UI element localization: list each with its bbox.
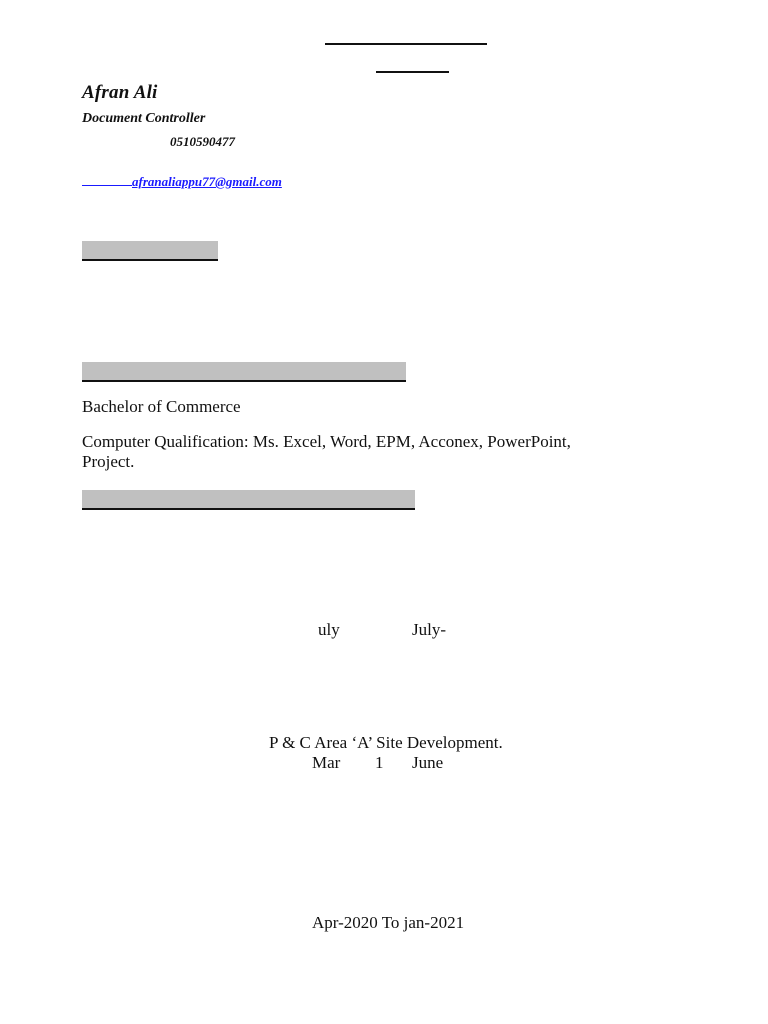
email-link-row bbox=[82, 173, 282, 191]
section-bar-experience bbox=[82, 490, 415, 510]
section-bar-1 bbox=[82, 241, 218, 261]
candidate-title: Document Controller bbox=[82, 111, 206, 126]
top-rule-long bbox=[325, 43, 487, 45]
email-link[interactable]: afranaliappu77@gmail.com bbox=[132, 174, 282, 189]
date-fragment-mar: Mar bbox=[312, 753, 341, 772]
date-fragment-june: June bbox=[412, 753, 444, 772]
candidate-phone: 0510590477 bbox=[170, 134, 235, 149]
employment-period: Apr-2020 To jan-2021 bbox=[312, 913, 465, 932]
top-rule-short bbox=[376, 71, 449, 73]
section-bar-education bbox=[82, 362, 406, 382]
project-line: P & C Area ‘A’ Site Development. bbox=[269, 733, 503, 752]
date-fragment-uly: uly bbox=[318, 620, 340, 639]
computer-qualification-text: Computer Qualification: Ms. Excel, Word, EPM, Acconex, PowerPoint, Project. bbox=[82, 432, 571, 471]
email-underline-lead bbox=[82, 173, 132, 186]
candidate-name: Afran Ali bbox=[82, 82, 158, 103]
date-fragment-1: 1 bbox=[375, 753, 384, 772]
degree-text: Bachelor of Commerce bbox=[82, 397, 241, 416]
date-fragment-july: July- bbox=[412, 620, 446, 639]
